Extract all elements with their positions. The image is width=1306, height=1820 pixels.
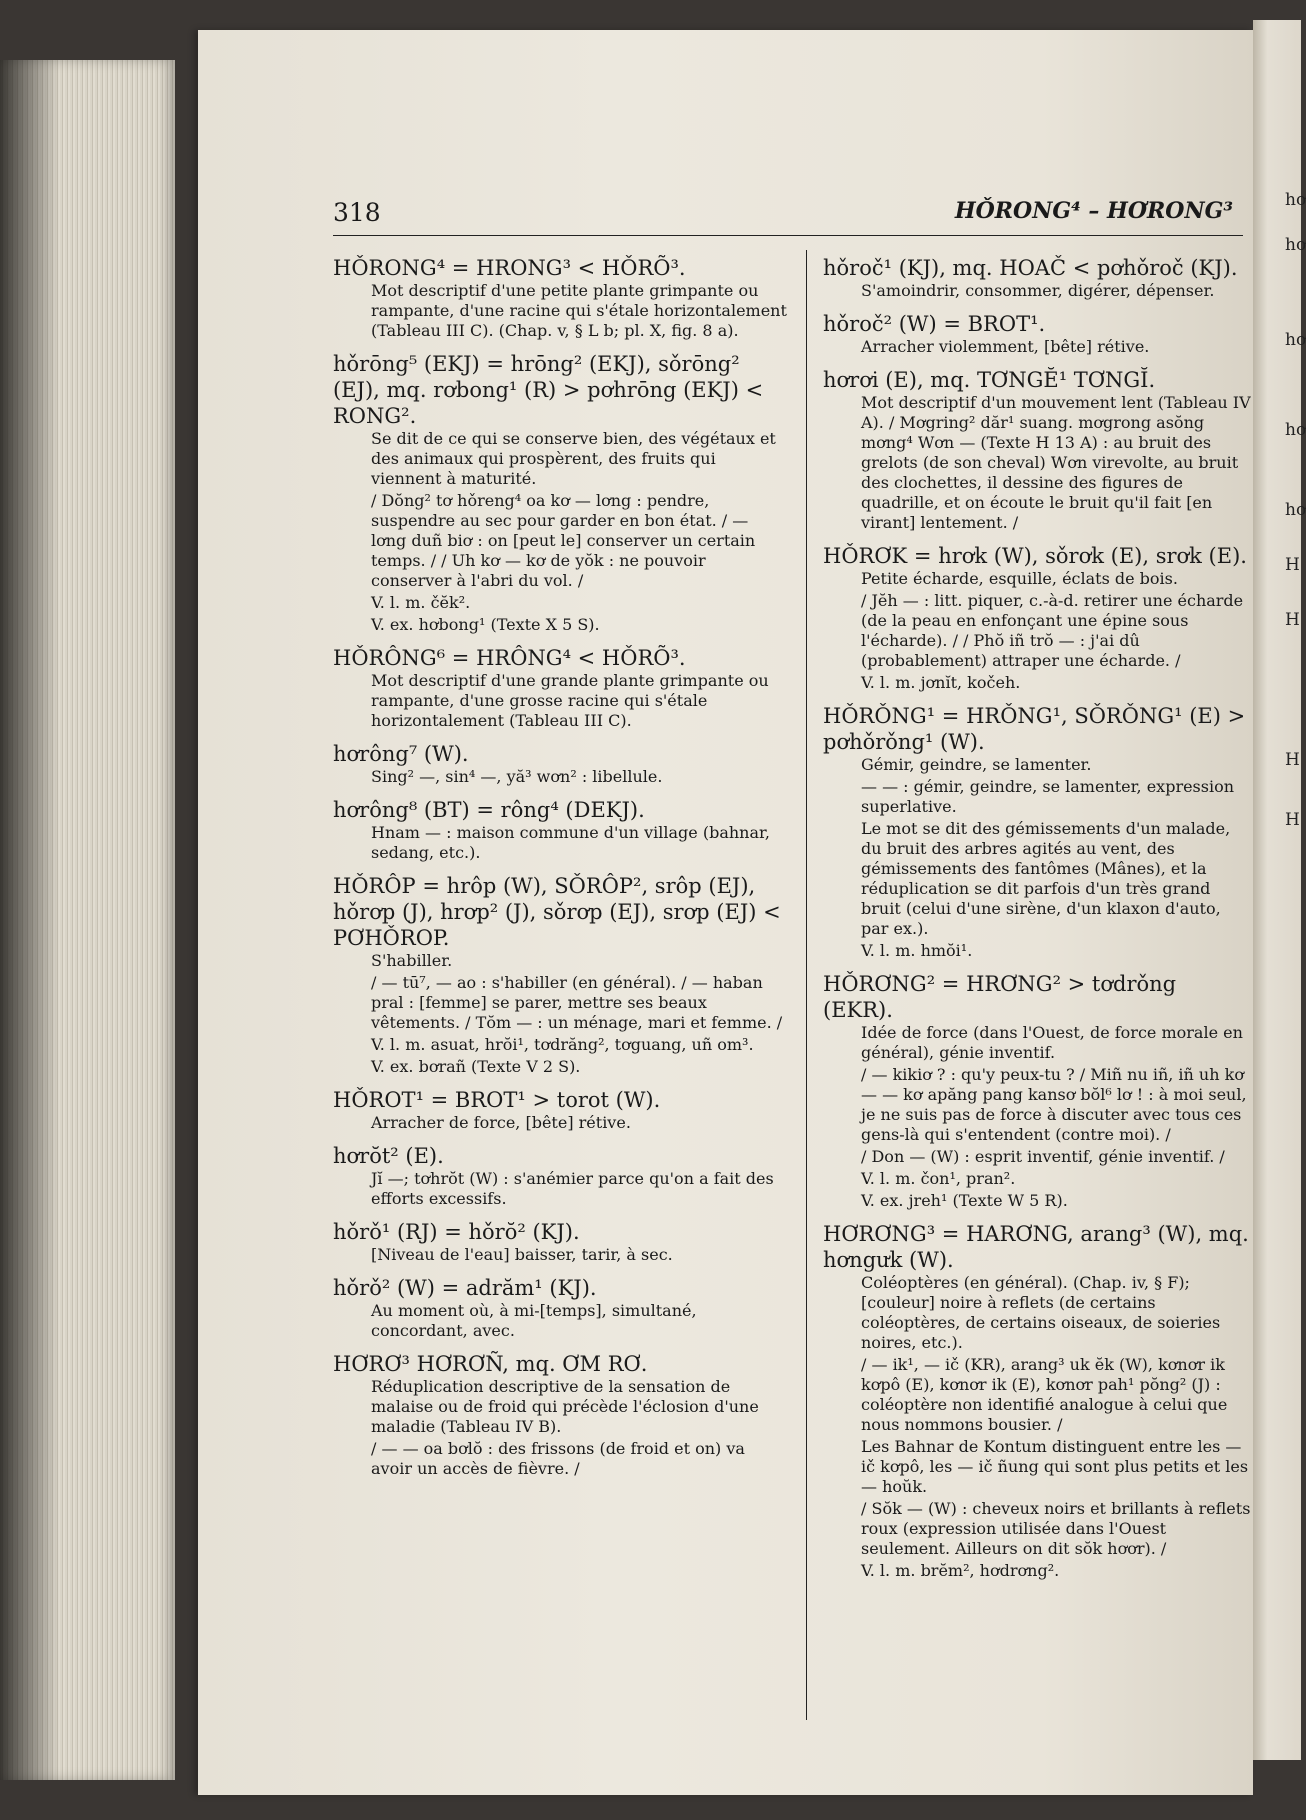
entry-headword: HǑRƠNG² = HRƠNG² > tơdrǒng (EKR). [823,972,1177,1022]
entry-body [823,337,1251,357]
entry-paragraph: Arracher violemment, [bête] rétive. [861,337,1150,356]
entry-headword: HǑRƠK = hrơk (W), sǒrơk (E), srơk (E). [823,544,1247,568]
next-page-fragment: hơ [1285,235,1306,255]
entry-headword: HƠRƠ³ HƠRƠÑ, mq. ƠM RƠ. [333,1352,648,1376]
entry-paragraph: V. l. m. asuat, hrŏi¹, tơdrăng², tơguang, uñ om³. [371,1035,754,1054]
right-column [823,255,1251,1591]
entry-headword: hǒroč² (W) = BROT¹. [823,312,1046,336]
page-number: 318 [333,198,381,227]
dictionary-entry [333,1087,788,1133]
dictionary-entry [333,1143,788,1209]
entry-paragraph: V. l. m. jơnĭt, kočeh. [861,673,1021,692]
book-page-edges [0,60,175,1780]
entry-paragraph: Petite écharde, esquille, éclats de bois. [861,569,1178,588]
running-head: HǑRONG⁴ – HƠRONG³ [954,198,1233,224]
entry-headword: HǑRǑNG¹ = HRǑNG¹, SǑRǑNG¹ (E) > pơhǒrǒng¹ (W). [823,704,1246,754]
entry-paragraph: V. l. m. brĕm², hơdrơng². [861,1561,1060,1580]
left-column [333,255,788,1489]
next-page-fragment: hơ [1285,500,1306,520]
entry-body [333,1245,788,1265]
dictionary-entry [823,311,1251,357]
entry-body [333,1113,788,1133]
entry-headword: HǑRÔNG⁶ = HRÔNG⁴ < HǑRÕ³. [333,646,686,670]
entry-headword: hǒrǒ² (W) = adrăm¹ (KJ). [333,1276,597,1300]
dictionary-entry [823,703,1251,961]
entry-body [333,1301,788,1341]
next-page-fragment: H [1285,750,1300,770]
entry-paragraph: Mot descriptif d'une petite plante grimpante ou rampante, d'une racine qui s'étale horizontalement (Tableau III C). (Chap. v, § L b; pl. X, fig. 8 a). [371,281,787,340]
dictionary-entry [333,645,788,731]
edge-shadow [0,60,60,1780]
dictionary-entry [333,255,788,341]
entry-paragraph: V. l. m. čĕk². [371,593,471,612]
entry-paragraph: / — kikiơ ? : qu'y peux-tu ? / Miñ nu iñ, iñ uh kơ — — kơ apăng pang kansơ bŏl⁶ lơ ! : à moi seul, je ne suis pas de force à discuter avec tous ces gens-là qui s'entendent (contre moi). / [861,1065,1247,1144]
entry-paragraph: Réduplication descriptive de la sensation de malaise ou de froid qui précède l'éclosion d'une maladie (Tableau IV B). [371,1377,759,1436]
entry-paragraph: — — : gémir, geindre, se lamenter, expression superlative. [861,777,1235,816]
entry-paragraph: / Dŏng² tơ hǒreng⁴ oa kơ — lơng : pendre, suspendre au sec pour garder en bon état. / — lơng duñ biơ : on [peut le] conserver un certain temps. / / Uh kơ — kơ de yŏk : ne pouvoir conserver à l'abri du vol. / [371,491,756,590]
entry-body [823,1023,1251,1211]
book-page [198,30,1253,1795]
entry-paragraph: Arracher de force, [bête] rétive. [371,1113,631,1132]
next-page-fragment: hơ [1285,330,1306,350]
entry-headword: HǑRONG⁴ = HRONG³ < HǑRÕ³. [333,256,686,280]
entry-body [823,569,1251,693]
dictionary-entry [823,971,1251,1211]
entry-body [823,1273,1251,1581]
entry-paragraph: Mot descriptif d'un mouvement lent (Tableau IV A). / Mơgring² dăr¹ suang. mơgrong asŏng mơng⁴ Wơn — (Texte H 13 A) : au bruit des grelots (de son cheval) Wơn virevolte, au bruit des clochettes, il dessine des figures de quadrille, et on écoute le bruit qu'il fait [en virant] lentement. / [861,393,1251,532]
entry-body [333,671,788,731]
dictionary-entry [823,255,1251,301]
dictionary-entry [333,351,788,635]
dictionary-entry [333,1275,788,1341]
dictionary-entry [333,741,788,787]
entry-body [823,281,1251,301]
entry-paragraph: / — ik¹, — ič (KR), arang³ uk ĕk (W), kơnơr ik kơpô (E), kơnơr ik (E), kơnơr pah¹ pŏng² (J) : coléoptère non identifié analogue à celui que nous nommons bousier. / [861,1355,1228,1434]
entry-paragraph: S'habiller. [371,951,453,970]
entry-paragraph: Sing² —, sin⁴ —, yă³ wơn² : libellule. [371,767,663,786]
dictionary-entry [333,797,788,863]
entry-paragraph: / Sŏk — (W) : cheveux noirs et brillants à reflets roux (expression utilisée dans l'Ouest seulement. Ailleurs on dit sŏk hơơr). / [861,1499,1251,1558]
column-divider [806,250,807,1720]
entry-body [333,1169,788,1209]
entry-paragraph: V. ex. jreh¹ (Texte W 5 R). [861,1191,1068,1210]
entry-paragraph: V. l. m. hmŏi¹. [861,941,973,960]
entry-paragraph: Se dit de ce qui se conserve bien, des végétaux et des animaux qui prospèrent, des fruits qui viennent à maturité. [371,429,776,488]
entry-paragraph: / Jĕh — : litt. piquer, c.-à-d. retirer une écharde (de la peau en enfonçant une épine sous l'écharde). / / Phŏ iñ trŏ — : j'ai dû (probablement) attraper une écharde. / [861,591,1244,670]
dictionary-entry [333,873,788,1077]
entry-paragraph: Au moment où, à mi-[temps], simultané, concordant, avec. [371,1301,697,1340]
entry-paragraph: Les Bahnar de Kontum distinguent entre les — ič kơpô, les — ič ñung qui sont plus petits et les — hoŭk. [861,1437,1249,1496]
entry-body [333,951,788,1077]
dictionary-entry [333,1219,788,1265]
page-content [198,30,1253,1795]
entry-paragraph: V. ex. bơrañ (Texte V 2 S). [371,1057,581,1076]
entry-paragraph: Le mot se dit des gémissements d'un malade, du bruit des arbres agités au vent, des gémissements des fantômes (Mânes), et la réduplication se dit parfois d'un très grand bruit (celui d'une sirène, d'un klaxon d'auto, par ex.). [861,819,1231,938]
entry-headword: HǑRÔP = hrôp (W), SǑRÔP², srôp (EJ), hǒrơp (J), hrơp² (J), sǒrơp (EJ), srơp (EJ) < PƠHǑROP. [333,874,781,950]
dictionary-entry [823,367,1251,533]
entry-body [333,767,788,787]
entry-paragraph: / Don — (W) : esprit inventif, génie inventif. / [861,1147,1225,1166]
entry-paragraph: Gémir, geindre, se lamenter. [861,755,1092,774]
entry-body [333,281,788,341]
next-page-fragment: H [1285,810,1300,830]
dictionary-entry [823,543,1251,693]
next-page-edge [1253,20,1306,1760]
next-page-fragment: hơ [1285,420,1306,440]
entry-paragraph: / — tū⁷, — ao : s'habiller (en général). / — haban pral : [femme] se parer, mettre ses beaux vêtements. / Tŏm — : un ménage, mari et femme. / [371,973,783,1032]
entry-paragraph: Jĭ —; tơhrŏt (W) : s'anémier parce qu'on a fait des efforts excessifs. [371,1169,774,1208]
dictionary-entry [823,1221,1251,1581]
entry-paragraph: Idée de force (dans l'Ouest, de force morale en général), génie inventif. [861,1023,1243,1062]
entry-headword: hơrơi (E), mq. TƠNGĔ¹ TƠNGĬ. [823,368,1156,392]
entry-headword: hǒrōng⁵ (EKJ) = hrōng² (EKJ), sǒrōng² (EJ), mq. rơbong¹ (R) > pơhrōng (EKJ) < RONG². [333,352,764,428]
entry-body [333,429,788,635]
entry-headword: HǑROT¹ = BROT¹ > torot (W). [333,1088,661,1112]
dictionary-entry [333,1351,788,1479]
next-page-fragment: hơ [1285,190,1306,210]
entry-paragraph: S'amoindrir, consommer, digérer, dépenser. [861,281,1215,300]
entry-body [333,1377,788,1479]
entry-paragraph: Coléoptères (en général). (Chap. iv, § F); [couleur] noire à reflets (de certains coléoptères, de certains oiseaux, de soieries noires, etc.). [861,1273,1221,1352]
entry-paragraph: / — — oa bơlŏ : des frissons (de froid et on) va avoir un accès de fièvre. / [371,1439,745,1478]
next-page-fragment: H [1285,555,1300,575]
entry-body [333,823,788,863]
entry-paragraph: [Niveau de l'eau] baisser, tarir, à sec. [371,1245,673,1264]
entry-headword: hơrông⁸ (BT) = rông⁴ (DEKJ). [333,798,645,822]
entry-headword: hơrông⁷ (W). [333,742,469,766]
entry-body [823,755,1251,961]
next-page-fragment: H [1285,610,1300,630]
entry-paragraph: V. l. m. čon¹, pran². [861,1169,1016,1188]
entry-paragraph: V. ex. hơbong¹ (Texte X 5 S). [371,615,600,634]
entry-paragraph: Mot descriptif d'une grande plante grimpante ou rampante, d'une grosse racine qui s'étale horizontalement (Tableau III C). [371,671,769,730]
entry-headword: hơrŏt² (E). [333,1144,444,1168]
entry-paragraph: Hnam — : maison commune d'un village (bahnar, sedang, etc.). [371,823,770,862]
entry-body [823,393,1251,533]
entry-headword: HƠRƠNG³ = HARƠNG, arang³ (W), mq. hơngưk (W). [823,1222,1249,1272]
entry-headword: hǒrǒ¹ (RJ) = hǒrŏ² (KJ). [333,1220,580,1244]
page-header [333,190,1233,230]
entry-headword: hǒroč¹ (KJ), mq. HOAČ < pơhǒroč (KJ). [823,256,1238,280]
header-rule [333,235,1243,236]
